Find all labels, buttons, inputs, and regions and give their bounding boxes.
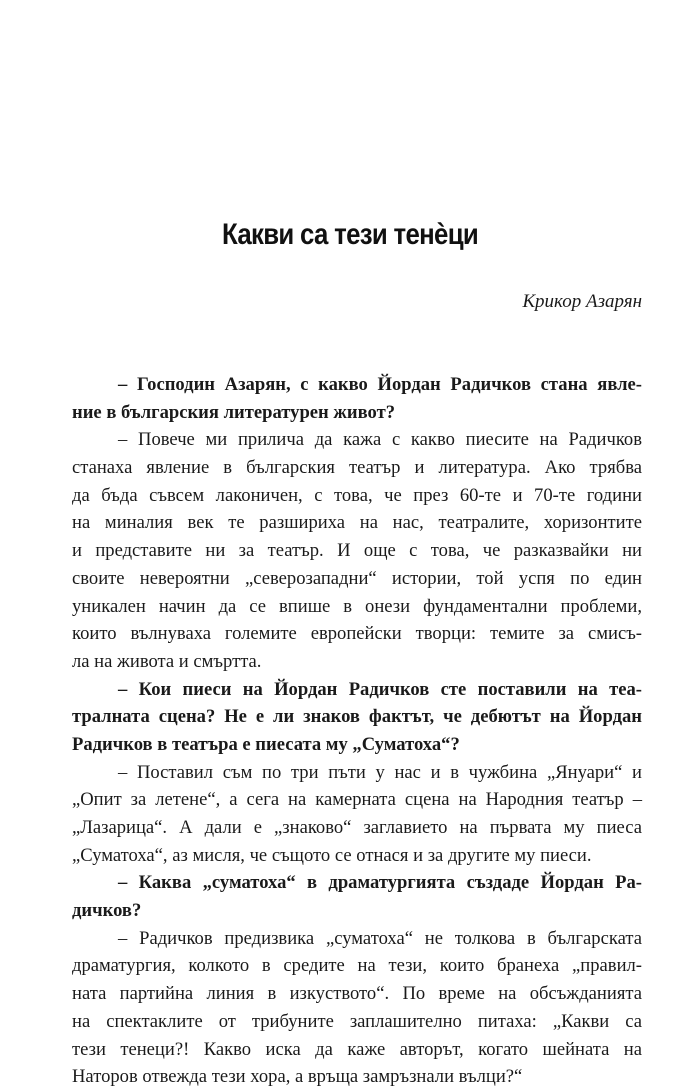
answer-line: на спектаклите от трибуните заплашително питаха: „Какви са (72, 1010, 642, 1032)
answer-line: които вълнуваха големите европейски творци: темите за смисъ- (72, 623, 642, 645)
answer-line: „Суматоха“, аз мисля, че същото се отнася и за другите му пиеси. (72, 844, 592, 866)
answer-line: своите невероятни „северозападни“ истории, той успя по един (72, 567, 642, 589)
answer-line: станаха явление в българския театър и литература. Ако трябва (72, 457, 642, 479)
author-name: Крикор Азарян (522, 291, 642, 312)
answer-line: ла на живота и смъртта. (72, 650, 262, 672)
answer-line: да бъда съвсем лаконичен, с това, че през 60-те и 70-те години (72, 484, 642, 506)
question-line: тралната сцена? Не е ли знаков фактът, че дебютът на Йордан (72, 706, 642, 728)
chapter-title: Какви са тези тенèци (221, 218, 479, 251)
body-text (72, 371, 642, 1091)
question-line: Радичков в театъра е пиесата му „Суматоха“? (72, 733, 460, 755)
answer-line: ната партийна линия в изкуството“. По време на обсъжданията (72, 983, 642, 1005)
answer-line: тези тенеци?! Какво иска да каже авторът, когато шейната на (72, 1038, 642, 1060)
question-line: – Кои пиеси на Йордан Радичков сте поставили на теа- (118, 678, 642, 700)
answer-line: уникален начин да се впише в онези фундаментални проблеми, (72, 595, 642, 617)
answer-line: „Опит за летене“, а сега на камерната сцена на Народния театър – (72, 789, 642, 811)
answer-line: – Радичков предизвика „суматоха“ не толкова в българската (118, 927, 642, 949)
answer-line: на миналия век те разшириха на нас, театралите, хоризонтите (72, 512, 642, 534)
answer-line: „Лазарица“. А дали е „знаково“ заглавието на първата му пиеса (72, 817, 642, 838)
question-line: – Господин Азарян, с какво Йордан Радичков стана явле- (118, 374, 642, 395)
question-line: – Каква „суматоха“ в драматургията създаде Йордан Ра- (118, 872, 642, 894)
answer-line: и представите ни за театър. И още с това, че разказвайки ни (72, 540, 642, 562)
question-line: ние в българския литературен живот? (72, 401, 396, 423)
answer-line: – Повече ми прилича да кажа с какво пиесите на Радичков (118, 429, 642, 451)
answer-line: – Поставил съм по три пъти у нас и в чужбина „Януари“ и (118, 761, 642, 783)
question-line: дичков? (72, 900, 142, 922)
answer-line: Наторов отвежда тези хора, а връща замръзнали вълци?“ (72, 1066, 523, 1088)
answer-line: драматургия, колкото в средите на тези, които бранеха „правил- (72, 955, 642, 977)
